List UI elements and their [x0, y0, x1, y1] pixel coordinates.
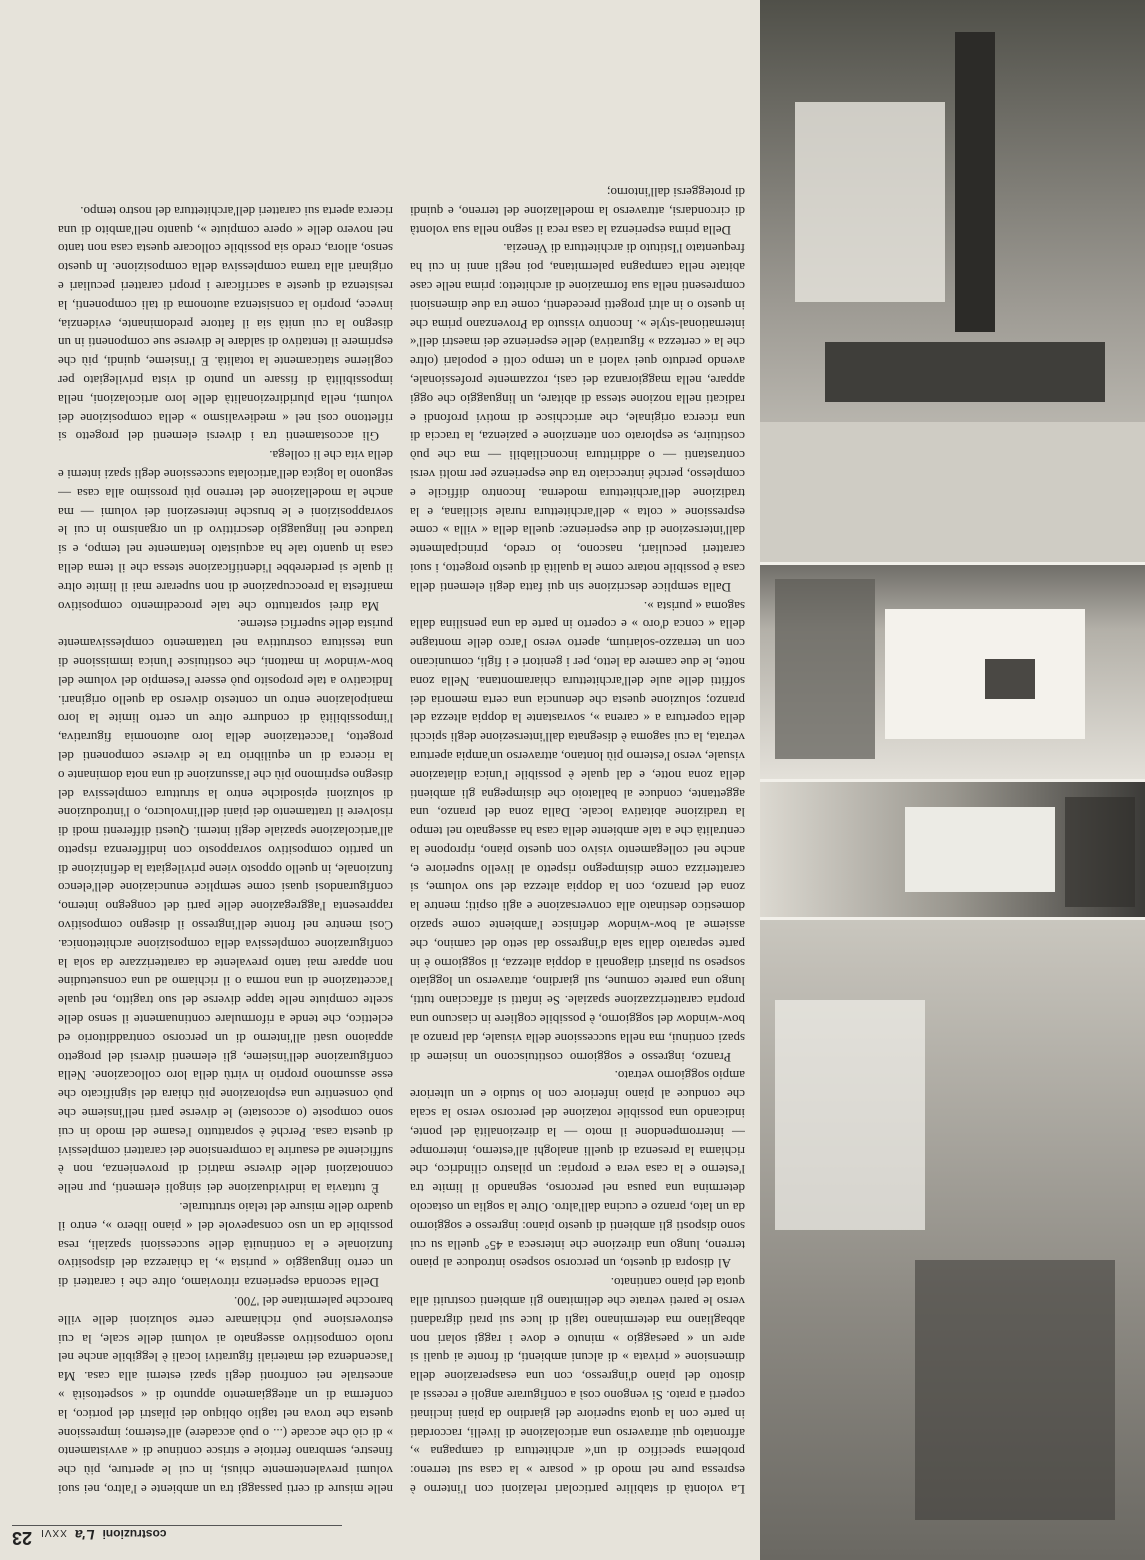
magazine-name: L'a	[74, 1527, 95, 1543]
running-head	[12, 1525, 342, 1548]
tree-mass	[1065, 797, 1135, 907]
paragraph: nelle misure di certi passaggi tra un ambiente e l'altro, nei suoi volumi prevalentemente chiusi, in cui le aperture, più che finestre, sembrano feritoie e strisce continue di « avvistamento » di ciò che accade (... o può accadere) all'esterno; impressione questa che trova nel taglio obliquo dei pilastri del portico, la conferma di un atteggiamento appunto di « sospettosità » ancestrale nei confronti degli spazi esterni alla casa. Ma l'ascendenza dei materiali figurativi locali è leggibile anche nel ruolo compositivo assegnato ai volumi delle scale, la cui estroversione può richiamare certe soluzioni delle ville barocche palermitane del '700.	[58, 1294, 393, 1497]
article-column-2	[58, 78, 393, 1498]
tree-foliage	[775, 579, 875, 759]
sky-area	[760, 422, 1145, 562]
wall-highlight	[775, 1000, 925, 1230]
paragraph: Dalla semplice descrizione sin qui fatta degli elementi della casa è possibile notare come la qualità di questo progetto, i suoi caratteri peculiari, nascono, io credo, principalmente dall'intersezione di due esperienze: quella della « villa » come espressione « colta » dell'architettura rurale siciliana, e la tradizione dell'architettura moderna. Incontro difficile e complesso, perché intrecciato tra due esperienze per molti versi contrastanti — o addirittura inconciliabili — ma che può costituire, se esplorato con attenzione e pazienza, la traccia di una ricerca originale, che arricchisce di motivi profondi e radicati nella nozione stessa di abitare, un linguaggio che oggi appare, nella maggioranza dei casi, rozzamente professionale, avendo perduto quei valori a un tempo colti e popolari (oltre che la « certezza » figurativa) delle esperienze dei maestri dell'« international-style ». Incontro vissuto da Provenzano prima che in questo o in altri progetti precedenti, come tra due dimensioni compresenti nella sua formazione di architetto: prima nelle case abitate nella campagna palermitana, poi negli anni in cui ha frequentato l'Istituto di architettura di Venezia.	[410, 241, 745, 595]
wall-surface	[795, 102, 945, 302]
page-number: 23	[12, 1528, 33, 1548]
paragraph: Gli accostamenti tra i diversi elementi del progetto si riflettono così nel « medievalismo » della composizione dei volumi, nella pluridirezionalità delle loro articolazioni, nella impossibilità di fissare un punto di vista privilegiato per coglierne staticamente la totalità. E l'insieme, quindi, più che esprimere il tentativo di saldare le diverse sue componenti in un disegno la cui unità sia il fattore predominante, evidenzia, invece, proprio la consistenza autonoma di tali componenti, la resistenza di queste a sacrificare i propri caratteri peculiari e originari alla trama complessiva della composizione. In questo senso, allora, credo sia possibile collocare questa casa non tanto nel novero delle « opere compiute », quanto nell'ambito di una ricerca aperta sui caratteri dell'architettura del nostro tempo.	[58, 203, 393, 445]
section-name: costruzioni	[102, 1527, 167, 1541]
paragraph: Pranzo, ingresso e soggiorno costituiscono un insieme di spazi continui, ma nella successione della visuale, dal pranzo al bow-window del soggiorno, è possibile cogliere in ciascuno una propria caratterizzazione spaziale. Se infatti si affacciano tutti, lungo una parete comune, sul giardino, attraverso un loggiato sospeso su pilastri diagonali a doppia altezza, il soggiorno è in parte separato dalla sala d'ingresso dal setto del camino, che assieme al bow-window definisce l'ambiente come spazio domestico destinato alla conversazione e agli ospiti; mentre la zona del pranzo, con la doppia altezza del suo volume, si caratterizza come disimpegno rispetto al livello superiore e, anche nel collegamento visivo con questo piano, ripropone la centralità che a tale ambiente della casa ha assegnato nel tempo la tradizione abitativa locale. Dalla zona del pranzo, una aggettante, conduce al ballatoio che disimpegna gli ambienti della zona notte, e dal quale è possibile l'unica dilatazione visuale, verso l'esterno più lontano, attraverso un'ampia apertura vetrata, la cui sagoma è disegnata dall'intersezione degli spicchi della copertura a « carena », sovrastante la doppia altezza del pranzo; soluzione questa che denuncia una certa memoria dei soffitti delle aule dell'architettura chiaramontana. Nella zona notte, le due camere da letto, per i genitori e i figli, comunicano con un terrazzo-solarium, aperto verso l'arco delle montagne della « conca d'oro » e coperto in parte da una pensilina dalla sagoma « purista ».	[410, 598, 745, 1065]
volume-number: XXVI	[40, 1527, 67, 1538]
photo-villa-garden-view	[760, 779, 1145, 917]
photo-villa-facade-trees	[760, 562, 1145, 779]
photo-strip	[760, 0, 1145, 1560]
paragraph: Ma direi soprattutto che tale procedimento compositivo manifesta la preoccupazione di non superare mai il limite oltre il quale si perderebbe l'identificazione stessa che il tema della casa in quanto tale ha acquistato lentamente nel tempo, e si traduce nel linguaggio descrittivo di un organismo in cui le sovrapposizioni e le brusche intersezioni dei volumi — ma anche la modellazione del terreno più prossimo alla casa — seguono la logica dell'articolata successione degli spazi interni e della vita che li collega.	[58, 448, 393, 614]
window-opening	[985, 659, 1035, 699]
roof-shadow	[915, 1260, 1115, 1520]
paragraph: È tuttavia la individuazione dei singoli elementi, pur nelle connotazioni delle diverse matrici di provenienza, non è sufficiente ad esaurire la comprensione dei caratteri complessivi di questa casa. Perché è soprattutto l'esame del modo in cui sono composte (o accostate) le diverse parti nell'insieme che può consentire una esplorazione più chiara del significato che esse assumono proprio in virtù della loro collocazione. Nella configurazione dell'insieme, gli elementi diversi del progetto appaiono usati all'interno di un percorso contraddittorio ed eclettico, che tende a riformulare continuamente il senso delle scelte compiute nelle tappe diverse del suo tragitto, nel quale l'accettazione di una norma o il richiamo ad una consuetudine non appare mai tanto prevalente da caratterizzare da sola la configurazione complessiva della composizione architettonica. Così mentre nel fronte dell'ingresso il disegno compositivo rappresenta l'aggregazione delle parti del congegno interno, configurandosi quasi come semplice enunciazione dell'elenco funzionale, in quello opposto viene privilegiata la definizione di un partito compositivo sovrapposto con indifferenza rispetto all'articolazione spaziale degli interni. Questi differenti modi di risolvere il trattamento dei piani dell'involucro, o l'introduzione di soluzioni episodiche entro la struttura complessiva del disegno esprimono più che l'assunzione di una nota dominante o la ricerca di un equilibrio tra le diverse componenti del progetto, l'accettazione della loro autonomia figurativa, l'impossibilità di condurre oltre un certo limite la loro manipolazione entro un contesto diverso da quello originari. Indicativo a tale proposito può essere l'esempio del volume del bow-window in mattoni, che costituisce l'unica immissione di una tessitura costruttiva nel trattamento complessivamente purista delle superfici esterne.	[58, 617, 393, 1197]
photo-villa-stair-overhang	[760, 0, 1145, 562]
overhang-canopy	[825, 342, 1105, 402]
house-volume	[905, 807, 1055, 892]
paragraph: Della seconda esperienza ritroviamo, oltre che i caratteri di un certo linguaggio « purista », la chiarezza del dispositivo funzionale e la continuità delle successioni spaziali, resa possibile da un uso consapevole del « piano libero », entro il quadro delle misure del telaio strutturale.	[58, 1200, 393, 1291]
paragraph: Della prima esperienza la casa reca il segno nella sua volontà di circondarsi, attraverso la modellazione del terreno, e quindi di proteggersi dall'intorno;	[410, 185, 745, 238]
column-pilaster	[955, 32, 995, 332]
article-column-1	[410, 78, 745, 1498]
photo-villa-exterior-roof	[760, 917, 1145, 1560]
paragraph: Al disopra di questo, un percorso sospeso introduce al piano terreno, lungo una direzione che interseca a 45° quella su cui sono disposti gli ambienti di questo piano: ingresso e soggiorno da un lato, pranzo e cucina dall'altro. Oltre la soglia un ostacolo determina una pausa nel percorso, segnando il limite tra l'esterno e la casa vera e propria: un pilastro cilindrico, che richiama la presenza di quelli analoghi all'esterno, interrompe — interrompendone il moto — la direzionalità del ponte, indicando una possibile rotazione del percorso verso la scala che conduce al piano inferiore con lo studio e un ulteriore ampio soggiorno vetrato.	[410, 1068, 745, 1272]
paragraph: La volontà di stabilire particolari relazioni con l'interno è espressa pure nel modo di « posare » la casa sul terreno: problema specifico di un'« architettura di campagna », affrontato qui attraverso una articolazione di livelli, raccordati in parte con la quota superiore del giardino da piani inclinati coperti a prato. Si vengono così a configurare angoli e recessi al disotto del piano d'ingresso, con una esasperazione della dimensione « privata » di alcuni ambienti, di fronte ai quali si apre un « paesaggio » minuto e dove i raggi solari non abbagliano ma determinano tagli di luce sui prati digradanti verso le pareti vetrate che delimitano gli ambienti costruiti alla quota del piano cantinato.	[410, 1275, 745, 1497]
